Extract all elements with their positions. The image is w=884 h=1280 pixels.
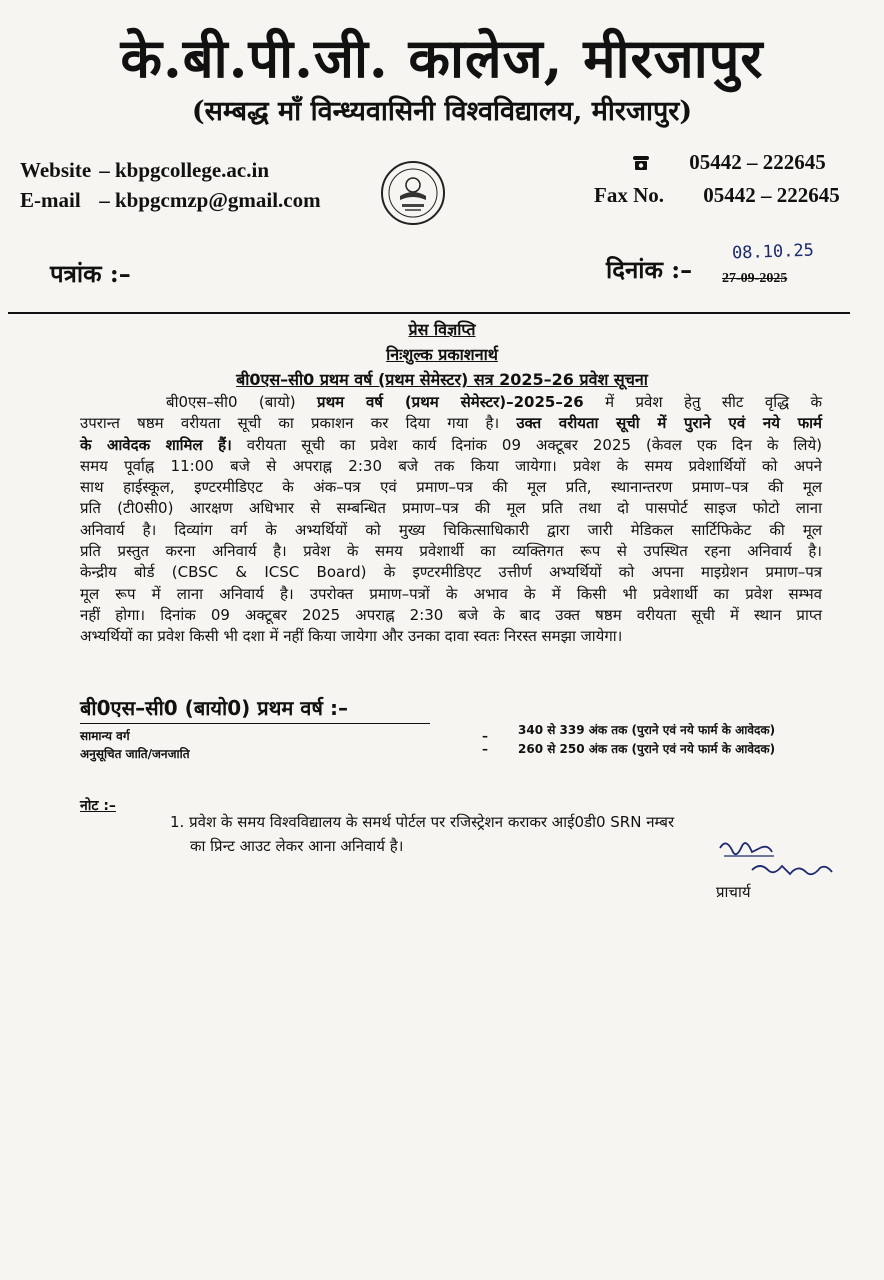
website-line [20,156,269,184]
press-release-heading: प्रेस विज्ञप्ति [408,320,476,339]
cutoff-title-underline [80,723,430,724]
notice-body [80,392,822,648]
notice-text: प्रति प्रस्तुत करना अनिवार्य है। प्रवेश के समय प्रवेशार्थी का व्यक्तिगत रूप से उपस्थित रहना अनिवार्य है। [80,542,822,561]
notice-line [80,626,822,647]
category-sc-st-marks: 260 से 250 अंक तक (पुराने एवं नये फार्म के आवेदक) [518,742,776,756]
note-item-line2: का प्रिन्ट आउट लेकर आना अनिवार्य है। [190,837,404,855]
notice-line [80,392,822,413]
date-label: दिनांक :– [606,255,693,284]
website-label: Website [20,158,92,182]
notice-text: बी0एस–सी0 (बायो) [166,393,318,411]
header-divider [8,312,850,314]
notice-text: मूल रूप में लाना अनिवार्य है। उपरोक्त प्रमाण–पत्रों के अभाव के में किसी भी प्रवेशार्थी का प्रवेश सम्भव [80,584,822,603]
notice-line [80,584,822,605]
notice-text: साथ हाईस्कूल, इण्टरमीडिएट के अंक–पत्र एवं प्रमाण–पत्र की मूल प्रति, स्थानान्तरण प्रमाण–पत्र की मूल [80,478,822,497]
notice-text: उपरान्त षष्ठम वरीयता सूची का प्रकाशन कर दिया गया है। [80,414,517,433]
notice-line [80,541,822,562]
email-label: E-mail [20,188,81,212]
notice-text: केन्द्रीय बोर्ड (CBSC & ICSC Board) के इण्टरमीडिएट उत्तीर्ण अभ्यर्थियों को अपना माइग्रेशन प्रमाण–पत्र [80,563,822,582]
note-item-line1: 1. प्रवेश के समय विश्वविद्यालय के समर्थ पोर्टल पर रजिस्ट्रेशन कराकर आई0डी0 SRN नम्बर [170,813,675,831]
phone-line [632,148,826,176]
notice-bold-text: प्रथम वर्ष (प्रथम सेमेस्टर)–2025–26 [317,393,584,411]
category-general-marks: 340 से 339 अंक तक (पुराने एवं नये फार्म के आवेदक) [518,723,776,737]
principal-designation: प्राचार्य [716,883,751,901]
telephone-icon [632,156,650,170]
notice-text: अनिवार्य है। दिव्यांग वर्ग के अभ्यर्थियों को मुख्य चिकित्साधिकारी द्वारा जारी मेडिकल सार्टिफिकेट की मूल [80,520,822,539]
notice-line [80,562,822,583]
college-seal-icon [380,160,446,226]
free-publication-heading: निःशुल्क प्रकाशनार्थ [386,345,498,364]
phone-value: 05442 – 222645 [689,150,826,174]
notice-text: वरीयता सूची का प्रवेश कार्य दिनांक 09 अक्टूबर 2025 (केवल एक दिन के लिये) [231,435,823,454]
affiliation-line: (सम्बद्ध माँ विन्ध्यवासिनी विश्वविद्यालय, मीरजापुर) [191,96,693,127]
cutoff-title: बी0एस–सी0 (बायो0) प्रथम वर्ष :– [80,696,348,720]
notice-line [80,520,822,541]
notice-text: अभ्यर्थियों का प्रवेश किसी भी दशा में नहीं किया जायेगा और उनका दावा स्वतः निरस्त समझा जायेगा। [80,627,623,646]
notice-text: प्रति (टी0सी0) आरक्षण अधिभार से सम्बन्धित प्रमाण–पत्र की मूल प्रति तथा दो पासपोर्ट साइज फोटो लाना [80,499,822,518]
admission-notice-heading: बी0एस–सी0 प्रथम वर्ष (प्रथम सेमेस्टर) सत्र 2025–26 प्रवेश सूचना [236,370,648,389]
note-label: नोट :– [80,798,116,814]
notice-text: समय पूर्वाह्न 11:00 बजे से अपराह्न 2:30 बजे तक किया जायेगा। प्रवेश के समय प्रवेशार्थियों को अपने [80,456,822,475]
fax-value: 05442 – 222645 [703,183,840,207]
notice-line [80,456,822,477]
college-name: के.बी.पी.जी. कालेज, मीरजापुर [120,26,764,90]
notice-text: में प्रवेश हेतु सीट वृद्धि के [583,393,822,411]
struck-printed-date: 27-09-2025 [722,271,788,286]
notice-line [80,413,822,434]
handwritten-date: 08.10.25 [731,240,815,264]
reference-number-label: पत्रांक :– [50,259,131,288]
category-general-dash: – [482,729,488,743]
category-sc-st-dash: – [482,742,488,756]
category-general: सामान्य वर्ग [80,729,130,743]
notice-line [80,477,822,498]
email-line [20,186,321,214]
category-sc-st: अनुसूचित जाति/जनजाति [80,747,190,761]
fax-line [594,181,840,209]
notice-bold-text: के आवेदक शामिल हैं। [80,435,232,454]
website-value: – kbpgcollege.ac.in [99,158,270,182]
fax-label: Fax No. [594,183,664,207]
notice-line [80,498,822,519]
notice-line [80,605,822,626]
email-value: – kbpgcmzp@gmail.com [99,188,321,212]
notice-line [80,435,822,456]
notice-bold-text: उक्त वरीयता सूची में पुराने एवं नये फार्म [516,414,822,433]
principal-signature [712,834,842,884]
notice-text: नहीं होगा। दिनांक 09 अक्टूबर 2025 अपराह्न 2:30 बजे के बाद उक्त षष्ठम वरीयता सूची में स्थान प्राप्त [80,605,822,624]
